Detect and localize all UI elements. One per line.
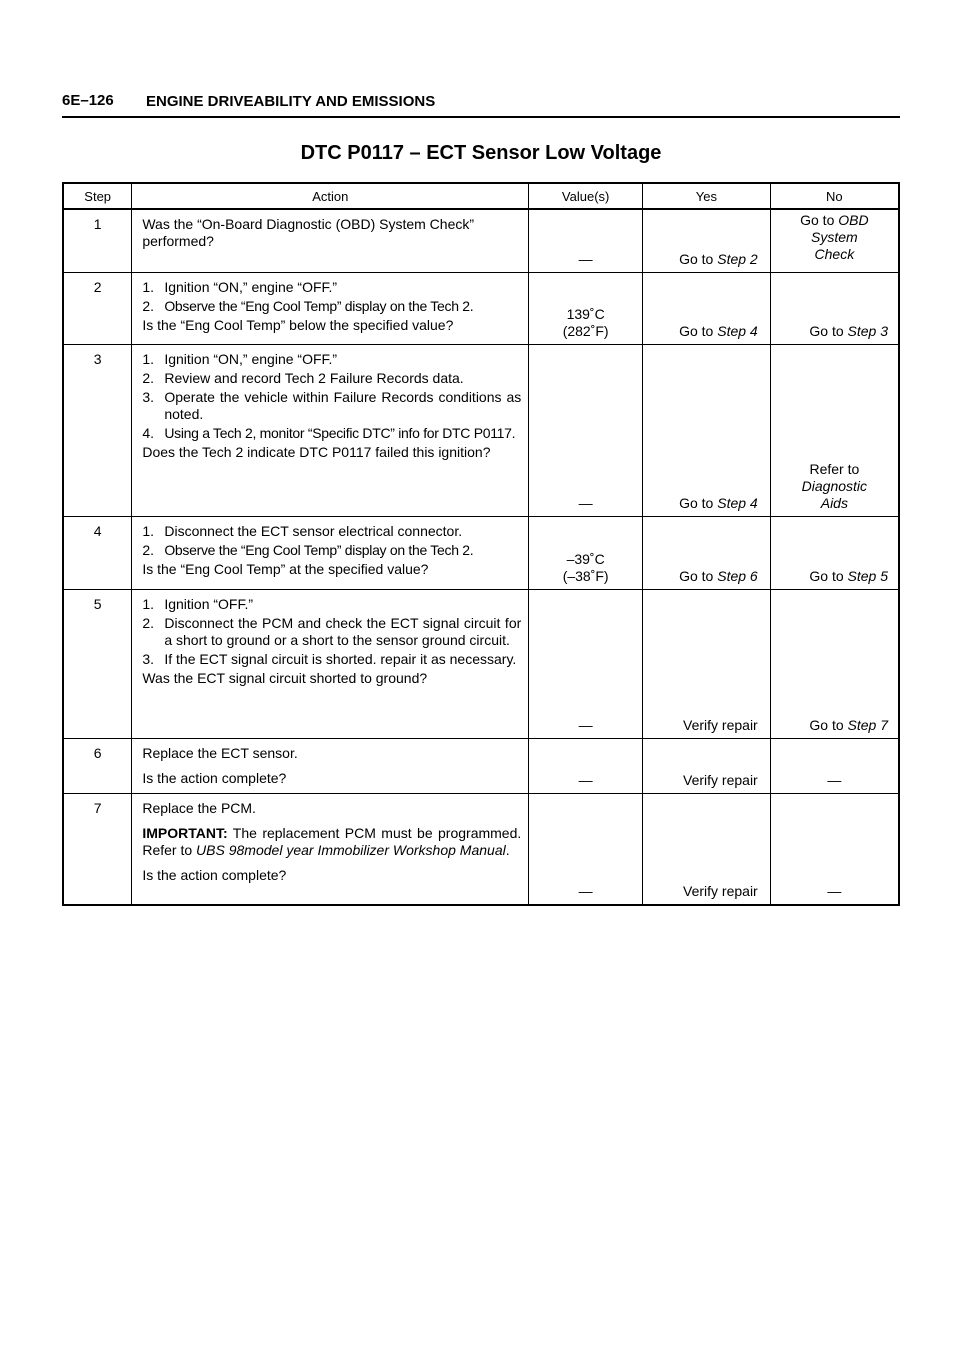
action-cell bbox=[132, 344, 529, 516]
yes-cell: Verify repair bbox=[643, 589, 771, 738]
table-row bbox=[63, 793, 899, 905]
table-row bbox=[63, 344, 899, 516]
step-number: 5 bbox=[63, 589, 132, 738]
no-cell bbox=[770, 209, 899, 272]
action-question: Is the action complete? bbox=[142, 866, 287, 883]
step-number: 2 bbox=[63, 272, 132, 344]
value-cell: — bbox=[529, 209, 643, 272]
step-number: 3 bbox=[63, 344, 132, 516]
yes-cell bbox=[643, 209, 771, 272]
step-number: 4 bbox=[63, 516, 132, 589]
yes-step-ref: Step 4 bbox=[717, 322, 758, 339]
value-cell: — bbox=[529, 738, 643, 793]
page-header bbox=[62, 90, 900, 118]
important-end: . bbox=[505, 841, 510, 858]
diagnostic-table bbox=[62, 182, 900, 906]
yes-prefix: Go to bbox=[679, 322, 718, 339]
table-row bbox=[63, 272, 899, 344]
step-number: 7 bbox=[63, 793, 132, 905]
table-row bbox=[63, 589, 899, 738]
action-cell bbox=[132, 589, 529, 738]
important-text: The replacement PCM must be programmed. Refer to bbox=[142, 824, 522, 858]
important-label: IMPORTANT: bbox=[142, 824, 228, 841]
action-line: Replace the PCM. bbox=[142, 799, 256, 816]
no-ref: System bbox=[811, 229, 858, 245]
action-question: Does the Tech 2 indicate DTC P0117 failed this ignition? bbox=[142, 443, 491, 460]
yes-prefix: Go to bbox=[679, 494, 718, 511]
value-cell bbox=[529, 272, 643, 344]
action-question: Is the action complete? bbox=[142, 769, 287, 786]
step-number: 1 bbox=[63, 209, 132, 272]
page-title: DTC P0117 – ECT Sensor Low Voltage bbox=[300, 142, 662, 164]
yes-cell: Verify repair bbox=[643, 738, 771, 793]
list-item: 2. Disconnect the PCM and check the ECT signal circuit for a short to ground or a short to the sensor ground circuit. bbox=[142, 614, 522, 648]
action-question: Was the ECT signal circuit shorted to ground? bbox=[142, 669, 428, 686]
no-cell bbox=[770, 516, 899, 589]
list-item: 1. Ignition “OFF.” bbox=[142, 595, 254, 612]
yes-step-ref: Step 6 bbox=[717, 567, 758, 584]
no-step-ref: Step 5 bbox=[847, 567, 888, 584]
value-fahrenheit: (282˚F) bbox=[562, 322, 609, 339]
no-cell: — bbox=[770, 738, 899, 793]
list-item: 1. Ignition “ON,” engine “OFF.” bbox=[142, 278, 338, 295]
value-celsius: –39˚C bbox=[566, 550, 605, 567]
list-item: 4. Using a Tech 2, monitor “Specific DTC” info for DTC P0117. bbox=[142, 424, 516, 441]
action-cell bbox=[132, 209, 529, 272]
action-question: Is the “Eng Cool Temp” below the specified value? bbox=[142, 316, 454, 333]
yes-cell bbox=[643, 344, 771, 516]
manual-ref: UBS 98model year Immobilizer Workshop Manual bbox=[196, 841, 506, 858]
list-item: 1. Disconnect the ECT sensor electrical connector. bbox=[142, 522, 463, 539]
value-celsius: 139˚C bbox=[566, 305, 605, 322]
important-note bbox=[142, 825, 521, 859]
no-cell bbox=[770, 344, 899, 516]
value-cell: — bbox=[529, 793, 643, 905]
yes-cell bbox=[643, 272, 771, 344]
no-cell: — bbox=[770, 793, 899, 905]
no-cell bbox=[770, 589, 899, 738]
col-action: Action bbox=[132, 183, 529, 209]
action-cell bbox=[132, 516, 529, 589]
yes-cell: Verify repair bbox=[643, 793, 771, 905]
no-cell bbox=[770, 272, 899, 344]
yes-prefix: Go to bbox=[679, 567, 718, 584]
yes-prefix: Go to bbox=[679, 250, 718, 267]
no-prefix: Refer to bbox=[809, 460, 860, 477]
list-item: 2. Observe the “Eng Cool Temp” display on the Tech 2. bbox=[142, 297, 474, 314]
section-title: ENGINE DRIVEABILITY AND EMISSIONS bbox=[146, 93, 436, 110]
value-cell bbox=[529, 516, 643, 589]
no-prefix: Go to bbox=[809, 716, 848, 733]
yes-step-ref: Step 4 bbox=[717, 494, 758, 511]
col-no: No bbox=[770, 183, 899, 209]
no-ref: Check bbox=[814, 246, 855, 262]
list-item: 2. Review and record Tech 2 Failure Records data. bbox=[142, 369, 464, 386]
action-cell bbox=[132, 793, 529, 905]
yes-step-ref: Step 2 bbox=[717, 250, 758, 267]
no-ref: Aids bbox=[820, 494, 848, 511]
table-row bbox=[63, 209, 899, 272]
col-values: Value(s) bbox=[529, 183, 643, 209]
no-step-ref: Step 7 bbox=[847, 716, 888, 733]
action-question: Was the “On-Board Diagnostic (OBD) System Check” performed? bbox=[142, 216, 475, 249]
col-step: Step bbox=[63, 183, 132, 209]
value-cell: — bbox=[529, 589, 643, 738]
page-number: 6E–126 bbox=[62, 92, 114, 109]
list-item: 2. Observe the “Eng Cool Temp” display on the Tech 2. bbox=[142, 541, 474, 558]
list-item: 3. Operate the vehicle within Failure Records conditions as noted. bbox=[142, 388, 522, 422]
no-ref: Diagnostic bbox=[801, 477, 868, 494]
action-cell bbox=[132, 738, 529, 793]
no-step-ref: Step 3 bbox=[847, 322, 888, 339]
col-yes: Yes bbox=[643, 183, 771, 209]
table-row bbox=[63, 738, 899, 793]
list-item: 1. Ignition “ON,” engine “OFF.” bbox=[142, 350, 338, 367]
value-cell: — bbox=[529, 344, 643, 516]
no-ref: OBD bbox=[838, 212, 869, 228]
value-fahrenheit: (–38˚F) bbox=[562, 567, 609, 584]
no-prefix: Go to bbox=[809, 322, 848, 339]
yes-cell bbox=[643, 516, 771, 589]
list-item: 3. If the ECT signal circuit is shorted. repair it as necessary. bbox=[142, 650, 517, 667]
no-prefix: Go to bbox=[809, 567, 848, 584]
action-cell bbox=[132, 272, 529, 344]
no-prefix: Go to bbox=[800, 212, 839, 228]
action-line: Replace the ECT sensor. bbox=[142, 744, 298, 761]
action-question: Is the “Eng Cool Temp” at the specified value? bbox=[142, 560, 429, 577]
step-number: 6 bbox=[63, 738, 132, 793]
table-row bbox=[63, 516, 899, 589]
table-header-row bbox=[63, 183, 899, 209]
